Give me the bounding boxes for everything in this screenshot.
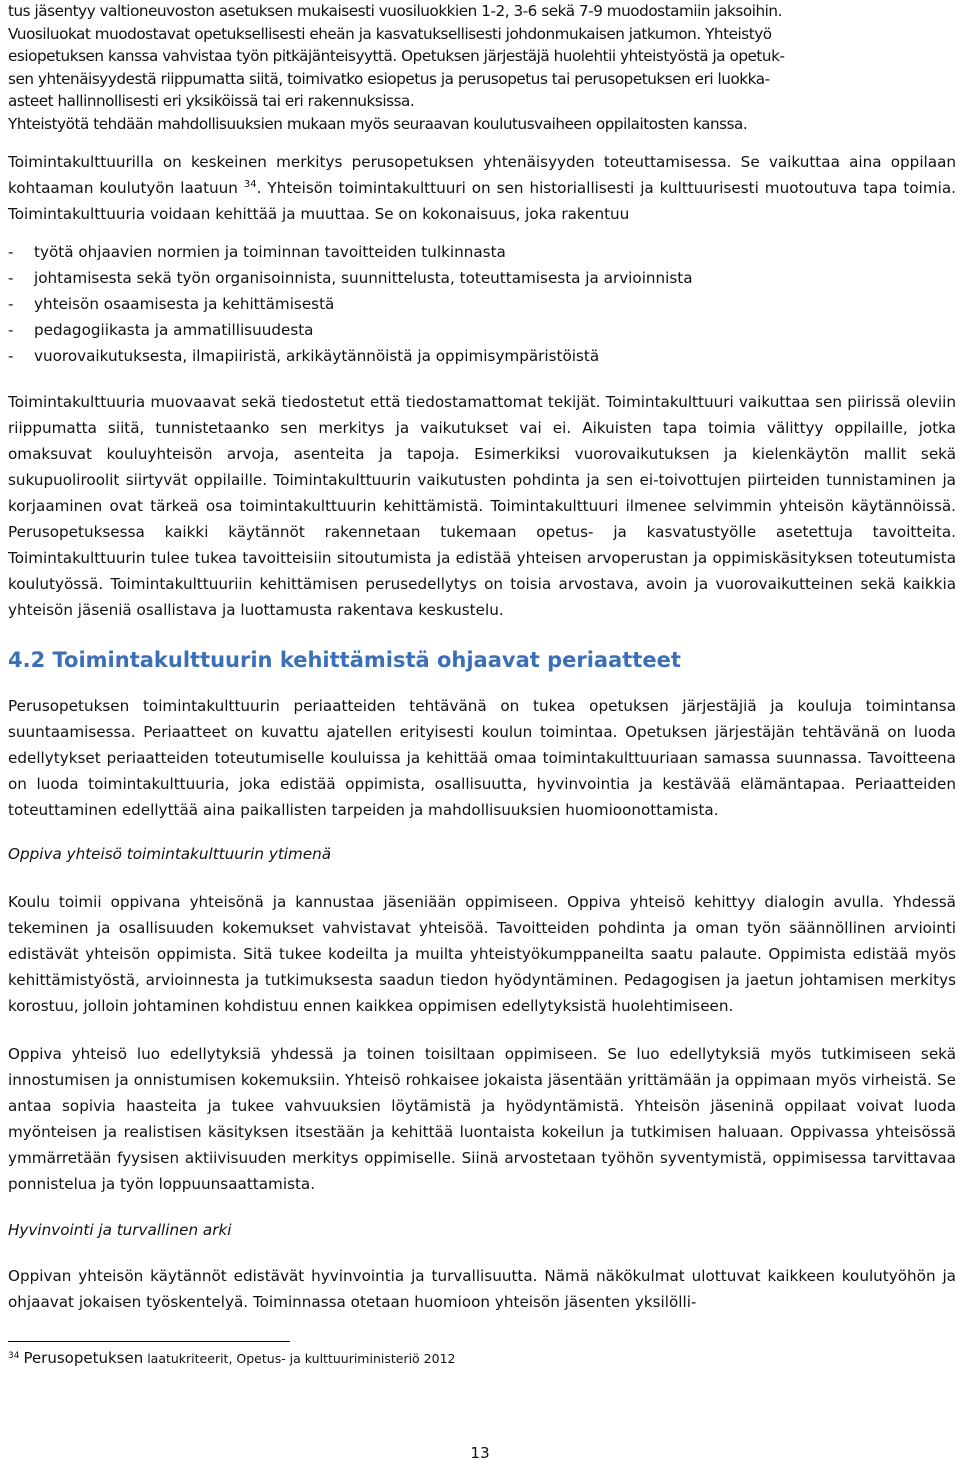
list-item [8, 343, 956, 369]
list-item [8, 265, 956, 291]
list-item-text: vuorovaikutuksesta, ilmapiiristä, arkikäytännöistä ja oppimisympäristöistä [34, 347, 600, 365]
culture-text-a: Toimintakulttuurilla on keskeinen merkitys perusopetuksen yhtenäisyyden toteuttamisessa. Se vaikuttaa aina oppilaan kohtaaman koulutyön laatuun [8, 153, 956, 197]
list-item-text: työtä ohjaavien normien ja toiminnan tavoitteiden tulkinnasta [34, 243, 506, 261]
wellbeing-paragraph: Oppivan yhteisön käytännöt edistävät hyvinvointia ja turvallisuutta. Nämä näkökulmat ulottuvat kaikkeen koulutyöhön ja ohjaavat jokaisen työskentelyä. Toiminnassa otetaan huomioon yhteisön jäsenten yksilölli- [8, 1267, 956, 1311]
learning-paragraph-2: Oppiva yhteisö luo edellytyksiä yhdessä ja toinen toisiltaan oppimiseen. Se luo edellytyksiä myös tutkimiseen sekä innostumisen ja onnistumisen kokemuksiin. Yhteisö rohkaisee jokaista jäsentään yrittämään ja oppimaan myös virheistä. Se antaa sopivia haasteita ja tukee vahvuuksien löytämistä ja hyödyntämistä. Yhteisön jäseninä oppilaat voivat luoda myönteisen ja realistisen käsityksen itsestään ja kehittää luontaista kokeilun ja tutkimisen haluaan. Oppivassa yhteisössä ymmärretään fyysisen aktiivisuuden merkitys oppimiselle. Siinä arvostetaan työhön syventymistä, oppimisessa tarvittavaa ponnistelua ja työn loppuunsaattamista. [8, 1045, 956, 1193]
subheading-learning-community: Oppiva yhteisö toimintakulttuurin ytimenä [8, 845, 332, 863]
intro-paragraph [8, 0, 956, 135]
footnote-number: 34 [8, 1350, 20, 1361]
subheading-wellbeing: Hyvinvointi ja turvallinen arki [8, 1221, 232, 1239]
footnote-text: laatukriteerit, Opetus- ja kulttuuriministeriö 2012 [143, 1351, 456, 1366]
list-item [8, 291, 956, 317]
culture-text-b: . Yhteisön toimintakulttuuri on sen historiallisesti ja kulttuurisesti muotoutuva tapa toimia. Toimintakulttuuria voidaan kehittää ja muuttaa. Se on kokonaisuus, joka rakentuu [8, 179, 956, 223]
intro-line: Vuosiluokat muodostavat opetuksellisesti eheän ja kasvatuksellisesti johdonmukaisen jatkumon. Yhteistyö [8, 24, 772, 43]
footnote [8, 1348, 956, 1369]
page-number: 13 [470, 1444, 490, 1462]
intro-line: Yhteistyötä tehdään mahdollisuuksien mukaan myös seuraavan koulutusvaiheen oppilaitosten kanssa. [8, 114, 748, 133]
list-item [8, 317, 956, 343]
culture-paragraph-2: Toimintakulttuuria muovaavat sekä tiedostetut että tiedostamattomat tekijät. Toimintakulttuuri vaikuttaa sen piirissä oleviin riippumatta siitä, tunnistetaanko sen merkitys ja vaikutukset vai ei. Aikuisten tapa toimia välittyy oppilaille, jotka omaksuvat kouluyhteisön arvoja, asenteita ja tapoja. Esimerkiksi vuorovaikutuksen ja kielenkäytön mallit sekä sukupuoliroolit siirtyvät oppilaille. Toimintakulttuurin vaikutusten pohdinta ja sen ei-toivottujen piirteiden tunnistaminen ja korjaaminen ovat tärkeä osa toimintakulttuurin kehittämistä. Toimintakulttuuri ilmenee selvimmin yhteisön käytännöissä. Perusopetuksessa kaikki käytännöt rakennetaan tukemaan opetus- ja kasvatustyölle asetettuja tavoitteita. Toimintakulttuurin tulee tukea tavoitteisiin sitoutumista ja edistää yhteisen arvoperustan ja oppimiskäsityksen toteutumista koulutyössä. Toimintakulttuuriin kehittämisen perusedellytys on toisia arvostava, avoin ja vuorovaikutteinen sekä kaikkia yhteisön jäseniä osallistava ja luottamusta rakentava keskustelu. [8, 393, 956, 619]
intro-line: asteet hallinnollisesti eri yksiköissä tai eri rakennuksissa. [8, 92, 415, 110]
intro-line: esiopetuksen kanssa vahvistaa työn pitkäjänteisyyttä. Opetuksen järjestäjä huolehtii yhteistyöstä ja opetuk- [8, 47, 785, 65]
document-page [8, 0, 956, 1369]
list-item-text: yhteisön osaamisesta ja kehittämisestä [34, 295, 335, 313]
list-item [8, 239, 956, 265]
list-dash: - [8, 243, 14, 261]
principles-paragraph: Perusopetuksen toimintakulttuurin periaatteiden tehtävänä on tukea opetuksen järjestäjiä ja kouluja toimintansa suuntaamisessa. Periaatteet on kuvattu ajatellen erityisesti koulun toimintaa. Opetuksen järjestäjän tehtävänä on luoda edellytykset periaatteiden toteutumiselle kouluissa ja kehittää omaa toimintakulttuuriaan samassa suunnassa. Tavoitteena on luoda toimintakulttuuria, joka edistää oppimista, osallisuutta, hyvinvointia ja kestävää elämäntapaa. Periaatteiden toteuttaminen edellyttää aina paikallisten tarpeiden ja mahdollisuuksien huomioonottamista. [8, 697, 956, 819]
footnote-title: Perusopetuksen [23, 1349, 144, 1367]
footnote-ref: 34 [243, 178, 257, 190]
culture-paragraph [8, 149, 956, 227]
list-item-text: pedagogiikasta ja ammatillisuudesta [34, 321, 314, 339]
section-heading: 4.2 Toimintakulttuurin kehittämistä ohjaavat periaatteet [8, 648, 681, 672]
list-dash: - [8, 347, 14, 365]
learning-paragraph-1: Koulu toimii oppivana yhteisönä ja kannustaa jäseniään oppimiseen. Oppiva yhteisö kehittyy dialogin avulla. Yhdessä tekeminen ja osallisuuden kokemukset vahvistavat yhteisöä. Tavoitteiden pohdinta ja oman työn säännöllinen arviointi edistävät yhteisön oppimista. Sitä tukee kodeilta ja muilta yhteistyökumppaneilta saatu palaute. Oppimista edistää myös kehittämistyöstä, arvioinnesta ja tutkimuksesta saadun tiedon hyödyntäminen. Pedagogisen ja jaetun johtamisen merkitys korostuu, jolloin johtaminen kohdistuu ennen kaikkea oppimisen edellytyksistä huolehtimiseen. [8, 893, 956, 1015]
list-dash: - [8, 295, 14, 313]
intro-line: tus jäsentyy valtioneuvoston asetuksen mukaisesti vuosiluokkien 1-2, 3-6 sekä 7-9 muodostamiin jaksoihin. [8, 2, 782, 20]
list-dash: - [8, 321, 14, 339]
list-dash: - [8, 269, 14, 287]
intro-line: sen yhtenäisyydestä riippumatta siitä, toimivatko esiopetus ja perusopetus tai perusopetuksen eri luokka- [8, 69, 770, 88]
culture-components-list [8, 239, 956, 369]
list-item-text: johtamisesta sekä työn organisoinnista, suunnittelusta, toteuttamisesta ja arvioinnista [34, 269, 693, 287]
